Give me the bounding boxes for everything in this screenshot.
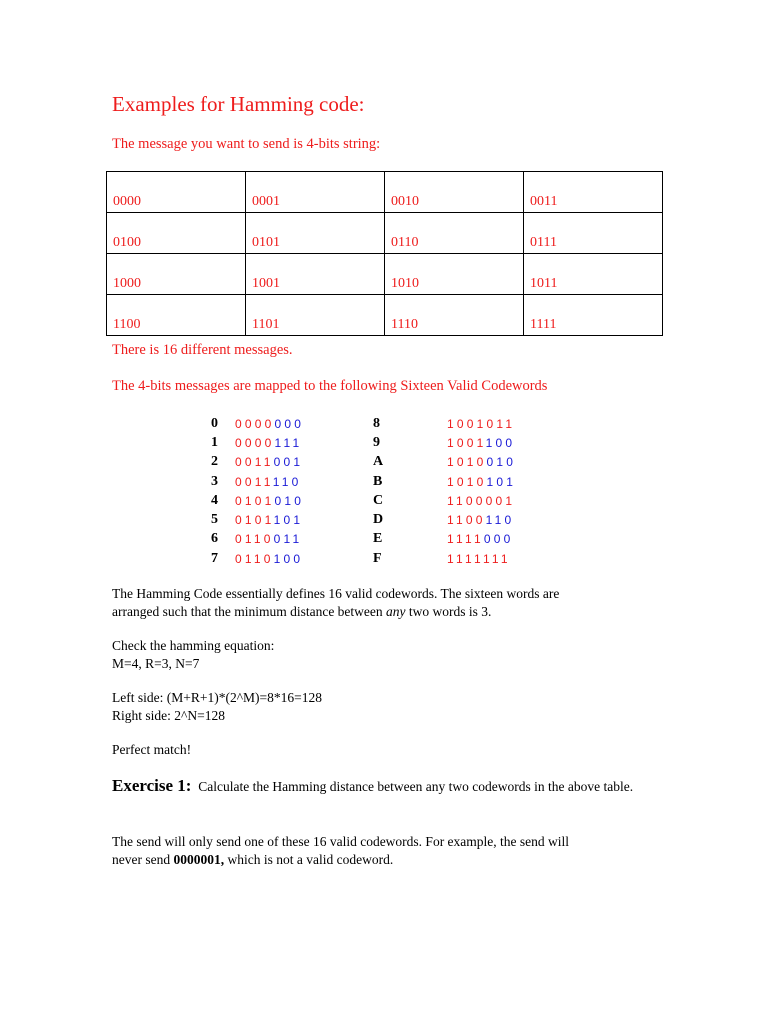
data-bits: 1111	[447, 532, 484, 547]
codeword-key: 7	[211, 550, 218, 566]
codeword-row	[211, 414, 304, 433]
description-line-2-pre: arranged such that the minimum distance between	[112, 604, 387, 619]
table-cell: 0110	[385, 213, 524, 254]
codeword-row	[211, 472, 304, 491]
messages-table	[106, 171, 663, 336]
hamming-description	[112, 585, 642, 621]
parity-bits: 101	[273, 513, 304, 528]
codeword-bits	[447, 513, 514, 527]
codeword-row	[373, 414, 516, 433]
codewords-left-column	[211, 414, 304, 568]
codeword-key: 0	[211, 415, 218, 431]
codeword-bits	[235, 532, 302, 546]
description-line-1: The Hamming Code essentially defines 16 valid codewords. The sixteen words are	[112, 586, 560, 601]
codeword-key: C	[373, 492, 384, 508]
codeword-bits	[447, 436, 515, 450]
codeword-row	[373, 433, 516, 452]
codeword-row	[373, 549, 516, 568]
table-cell: 0000	[107, 172, 246, 213]
data-bits: 0011	[235, 474, 273, 489]
codeword-key: 8	[373, 415, 380, 431]
codeword-key: A	[373, 454, 384, 470]
codeword-bits	[235, 552, 303, 566]
codeword-row	[211, 453, 304, 472]
data-bits: 001	[485, 493, 516, 508]
codeword-bits	[447, 494, 515, 508]
data-bits: 1111	[447, 551, 483, 566]
parity-bits: 010	[486, 455, 517, 470]
table-row	[107, 213, 663, 254]
table-row	[107, 295, 663, 336]
table-cell: 1010	[385, 254, 524, 295]
codeword-key: 1	[211, 434, 218, 450]
send-line-2-post: which is not a valid codeword.	[224, 852, 394, 867]
codeword-row	[211, 491, 304, 510]
table-cell: 1101	[246, 295, 385, 336]
page-title: Examples for Hamming code:	[112, 92, 365, 116]
parity-bits: 001	[273, 455, 304, 470]
table-row	[107, 254, 663, 295]
codeword-key: 6	[211, 531, 218, 547]
codeword-bits	[447, 475, 516, 489]
table-cell: 0100	[107, 213, 246, 254]
data-bits: 0101	[235, 493, 275, 508]
codeword-key: 4	[211, 492, 218, 508]
codeword-row	[373, 510, 516, 529]
codeword-key: E	[373, 531, 383, 547]
table-cell: 0010	[385, 172, 524, 213]
table-cell: 0111	[524, 213, 663, 254]
data-bits: 0000	[235, 435, 275, 450]
table-cell: 1111	[524, 295, 663, 336]
codeword-key: 3	[211, 473, 218, 489]
codeword-row	[211, 433, 304, 452]
table-cell: 1011	[524, 254, 663, 295]
codeword-bits	[235, 436, 302, 450]
parity-bits: 000	[274, 416, 305, 431]
codeword-row	[211, 549, 304, 568]
check-line-1: Check the hamming equation:	[112, 638, 275, 653]
parity-bits: 010	[274, 493, 305, 508]
exercise-block	[112, 777, 642, 796]
codeword-bits	[235, 494, 304, 508]
parity-bits: 101	[486, 474, 517, 489]
codeword-bits	[447, 455, 516, 469]
codeword-key: B	[373, 473, 383, 489]
data-bits: 111	[482, 551, 511, 566]
data-bits: 1010	[447, 474, 487, 489]
parity-bits: 110	[485, 513, 515, 528]
table-row	[107, 172, 663, 213]
codeword-bits	[447, 417, 515, 431]
send-line-2-pre: never send	[112, 852, 174, 867]
codeword-row	[373, 530, 516, 549]
table-cell: 1110	[385, 295, 524, 336]
codeword-key: D	[373, 512, 384, 528]
parity-bits: 110	[272, 474, 302, 489]
invalid-codeword: 0000001,	[173, 852, 225, 867]
right-side-text: Right side: 2^N=128	[112, 708, 225, 723]
data-bits: 1001	[447, 416, 487, 431]
table-cell: 1100	[107, 295, 246, 336]
codewords-right-column	[373, 414, 516, 568]
codeword-bits	[235, 417, 304, 431]
codeword-row	[373, 453, 516, 472]
hamming-equation-check	[112, 637, 642, 673]
data-bits: 0011	[235, 455, 274, 470]
send-paragraph	[112, 833, 642, 869]
codeword-bits	[235, 455, 303, 469]
data-bits: 011	[486, 416, 516, 431]
codeword-key: 2	[211, 454, 218, 470]
intro-text: The message you want to send is 4-bits string:	[112, 136, 381, 152]
codeword-bits	[447, 532, 513, 546]
table-cell: 1001	[246, 254, 385, 295]
codeword-row	[211, 530, 304, 549]
data-bits: 0110	[235, 551, 274, 566]
parity-bits: 100	[485, 435, 516, 450]
exercise-label: Exercise 1:	[112, 776, 192, 795]
table-cell: 1000	[107, 254, 246, 295]
data-bits: 1100	[447, 513, 486, 528]
codeword-key: F	[373, 550, 382, 566]
perfect-match-text: Perfect match!	[112, 742, 192, 757]
data-bits: 0110	[235, 532, 274, 547]
data-bits: 1001	[447, 435, 486, 450]
codeword-row	[373, 491, 516, 510]
codeword-bits	[235, 475, 301, 489]
mapped-text: The 4-bits messages are mapped to the following Sixteen Valid Codewords	[112, 378, 548, 394]
count-text: There is 16 different messages.	[112, 342, 293, 358]
table-cell: 0011	[524, 172, 663, 213]
left-side-text: Left side: (M+R+1)*(2^M)=8*16=128	[112, 690, 323, 705]
parity-bits: 111	[274, 435, 303, 450]
data-bits: 0000	[235, 416, 275, 431]
codeword-bits	[447, 552, 511, 566]
data-bits: 0101	[235, 513, 274, 528]
table-cell: 0101	[246, 213, 385, 254]
send-line-1: The send will only send one of these 16 valid codewords. For example, the send will	[112, 834, 570, 849]
description-emphasis: any	[386, 604, 406, 619]
description-line-2-post: two words is 3.	[405, 604, 492, 619]
codeword-bits	[235, 513, 303, 527]
codeword-key: 5	[211, 512, 218, 528]
check-line-2: M=4, R=3, N=7	[112, 656, 200, 671]
table-cell: 0001	[246, 172, 385, 213]
data-bits: 1100	[447, 493, 486, 508]
data-bits: 1010	[447, 455, 487, 470]
exercise-text: Calculate the Hamming distance between any two codewords in the above table.	[198, 779, 634, 794]
codeword-row	[211, 510, 304, 529]
parity-bits: 011	[273, 532, 303, 547]
parity-bits: 100	[273, 551, 304, 566]
parity-bits: 000	[483, 532, 514, 547]
codeword-row	[373, 472, 516, 491]
equation-sides	[112, 689, 642, 725]
codeword-key: 9	[373, 434, 380, 450]
